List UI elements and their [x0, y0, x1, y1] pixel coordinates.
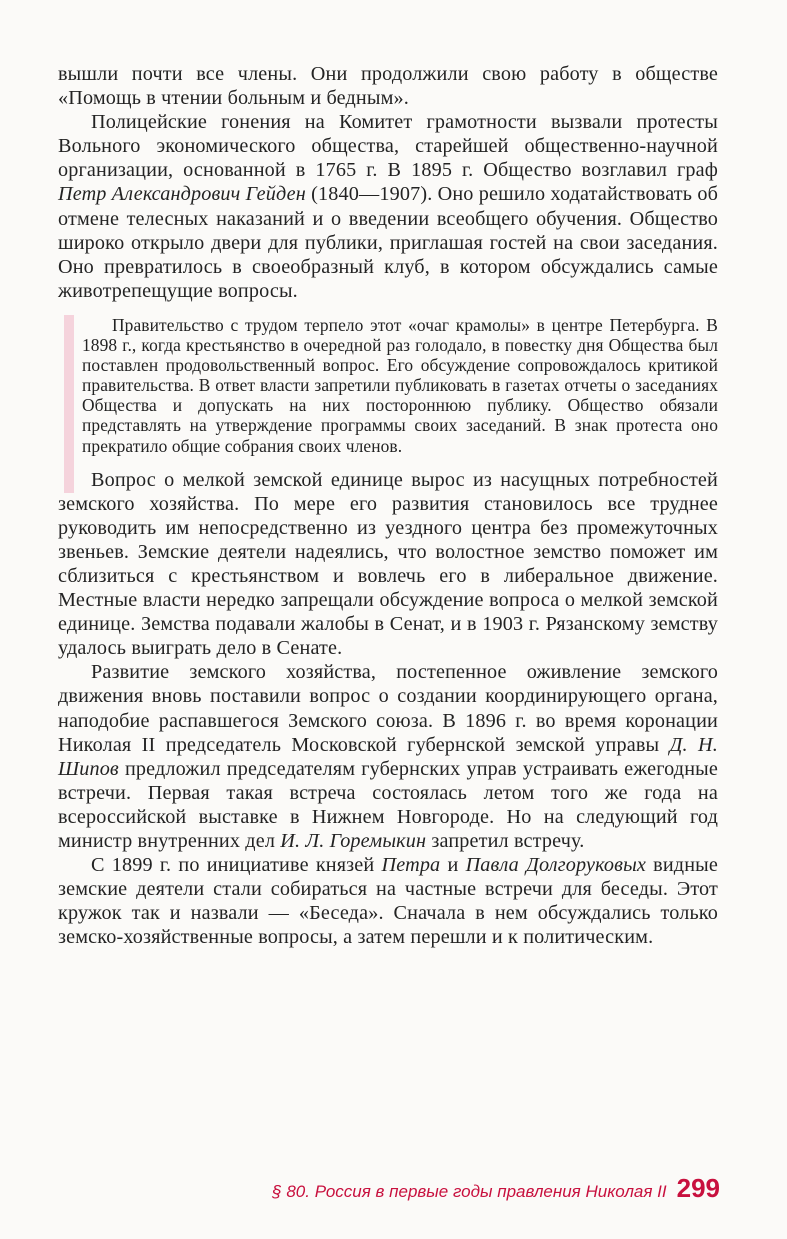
paragraph-4	[58, 660, 718, 853]
paragraph-2-text-b: (1840—1907). Оно решило ходатайствовать об отмене телесных наказаний и о введении всеобщего обучения. Общество широко открыло двери для публики, приглашая гостей на свои заседания. Оно превратилось в своеобразный клуб, в котором обсуждались самые животрепещущие вопросы.	[58, 183, 718, 302]
aside-marker-bar	[64, 315, 74, 493]
paragraph-1-text: вышли почти все члены. Они продолжили свою работу в обществе «Помощь в чтении больным и бедным».	[58, 63, 718, 110]
page-footer	[190, 1173, 720, 1204]
paragraph-1	[58, 62, 718, 110]
paragraph-5	[58, 853, 718, 949]
running-footer-title: § 80. Россия в первые годы правления Николая II	[272, 1182, 667, 1201]
person-name-shipov: Д. Н. Шипов	[58, 733, 718, 780]
paragraph-5-text-a: С 1899 г. по инициативе князей	[91, 854, 382, 877]
main-text	[58, 62, 718, 949]
paragraph-5-text-c: видные земские деятели стали собираться на частные встречи для беседы. Этот кружок так и назвали — «Беседа». Сначала в нем обсуждались только земско-хозяйственные вопросы, а затем перешли и к политическим.	[58, 854, 718, 949]
person-name-petr: Петра	[381, 854, 441, 877]
paragraph-4-text-b: предложил председателям губернских управ устраивать ежегодные встречи. Первая такая встреча состоялась летом того же года на всероссийской выставке в Нижнем Новгороде. Но на следующий год министр внутренних дел	[58, 757, 718, 852]
paragraph-4-text-c: запретил встречу.	[426, 830, 585, 852]
person-name-pavel-dolgorukov: Павла Долгоруковых	[465, 854, 647, 877]
page-number: 299	[676, 1173, 720, 1203]
paragraph-2-text-a: Полицейские гонения на Комитет грамотности вызвали протесты Вольного экономического общества, старейшей общественно-научной организации, основанной в 1765 г. В 1895 г. Общество возглавил граф	[58, 111, 718, 182]
aside-text: Правительство с трудом терпело этот «очаг крамолы» в центре Петербурга. В 1898 г., когда крестьянство в очередной раз голодало, в повестку дня Общества был поставлен продовольственный вопрос. Его обсуждение сопровождалось критикой правительства. В ответ власти запретили публиковать в газетах отчеты о заседаниях Общества и допускать на них постороннюю публику. Общество обязали представлять на утверждение программы своих заседаний. В знак протеста оно прекратило общие собрания своих членов.	[82, 314, 718, 456]
paragraph-3	[58, 468, 718, 661]
aside-block	[58, 315, 718, 456]
paragraph-2	[58, 110, 718, 303]
paragraph-4-text-a: Развитие земского хозяйства, постепенное оживление земского движения вновь поставили вопрос о создании координирующего органа, наподобие распавшегося Земского союза. В 1896 г. во время коронации Николая II председатель Московской губернской земской управы	[58, 661, 718, 756]
person-name-goremykin: И. Л. Горемыкин	[280, 830, 427, 852]
paragraph-3-text: Вопрос о мелкой земской единице вырос из насущных потребностей земского хозяйства. По мере его развития становилось все труднее руководить им непосредственно из уездного центра без промежуточных звеньев. Земские деятели надеялись, что волостное земство поможет им сблизиться с крестьянством и вовлечь его в либеральное движение. Местные власти нередко запрещали обсуждение вопроса о мелкой земской единице. Земства подавали жалобы в Сенат, и в 1903 г. Рязанскому земству удалось выиграть дело в Сенате.	[58, 468, 718, 660]
person-name-geiden: Петр Александрович Гейден	[58, 183, 306, 206]
paragraph-5-text-b: и	[440, 854, 466, 877]
